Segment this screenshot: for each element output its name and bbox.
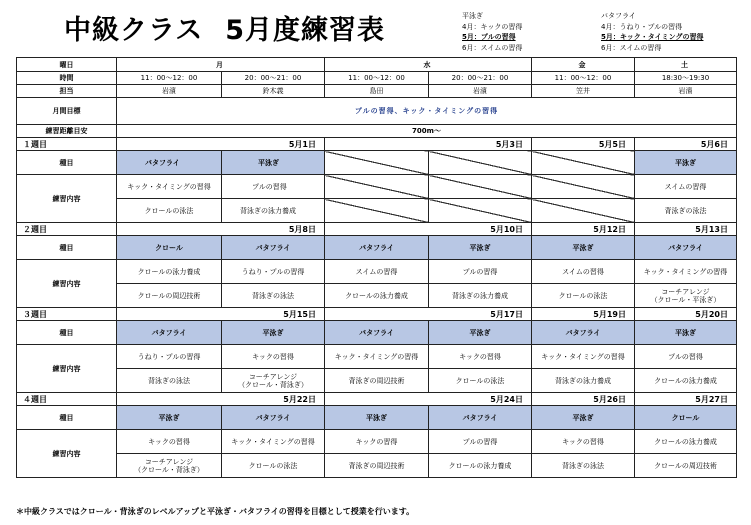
- stroke-cell-empty: [325, 151, 429, 175]
- stroke-cell: バタフライ: [532, 321, 635, 345]
- content-cell: キック・タイミングの習得: [635, 260, 737, 284]
- content-cell: スイムの習得: [635, 175, 737, 199]
- staff-name: 岩濱: [429, 85, 532, 98]
- content-cell: 背泳ぎの泳法: [117, 369, 222, 393]
- content-cell-empty: [429, 175, 532, 199]
- week-date: 5月5日: [532, 138, 635, 151]
- content-cell: クロールの泳法: [532, 284, 635, 308]
- stroke-cell: 平泳ぎ: [532, 406, 635, 430]
- content-cell: 背泳ぎの周辺技術: [325, 369, 429, 393]
- content-cell: クロールの泳力養成: [117, 260, 222, 284]
- practice-schedule-table: [16, 57, 737, 478]
- content-cell: クロールの泳力養成: [635, 430, 737, 454]
- content-cell: キック・タイミングの習得: [117, 175, 222, 199]
- content-label: 練習内容: [17, 430, 117, 478]
- note-line: 6月：スイムの習得: [462, 43, 523, 52]
- stroke-cell: 平泳ぎ: [429, 236, 532, 260]
- stroke-cell: バタフライ: [117, 151, 222, 175]
- time-slot: 11：00～12：00: [117, 72, 222, 85]
- content-cell: 背泳ぎの泳力養成: [429, 284, 532, 308]
- time-label: 時間: [17, 72, 117, 85]
- stroke-cell: 平泳ぎ: [222, 321, 325, 345]
- week-date: 5月3日: [325, 138, 532, 151]
- time-slot: 20：00～21：00: [429, 72, 532, 85]
- time-slot: 11：00～12：00: [532, 72, 635, 85]
- stroke-cell: 平泳ぎ: [117, 406, 222, 430]
- stroke-cell: バタフライ: [117, 321, 222, 345]
- content-cell-empty: [429, 199, 532, 223]
- event-label: 種目: [17, 406, 117, 430]
- week-label: ４週目: [17, 393, 117, 406]
- content-cell: キックの習得: [325, 430, 429, 454]
- stroke-cell: バタフライ: [325, 321, 429, 345]
- week-date: 5月22日: [117, 393, 325, 406]
- event-label: 種目: [17, 151, 117, 175]
- content-cell: キック・タイミングの習得: [325, 345, 429, 369]
- distance-label: 練習距離目安: [17, 125, 117, 138]
- content-cell: うねり・プルの習得: [117, 345, 222, 369]
- week-label: ２週目: [17, 223, 117, 236]
- staff-label: 担当: [17, 85, 117, 98]
- title-class-name: 中級クラス: [64, 15, 204, 46]
- content-label: 練習内容: [17, 345, 117, 393]
- week-date: 5月20日: [635, 308, 737, 321]
- day-saturday: 土: [635, 58, 737, 72]
- week-date: 5月15日: [117, 308, 325, 321]
- content-cell: プルの習得: [635, 345, 737, 369]
- stroke-cell: バタフライ: [429, 406, 532, 430]
- content-cell: 背泳ぎの泳法: [635, 199, 737, 223]
- staff-name: 鈴木義: [222, 85, 325, 98]
- content-cell: クロールの泳法: [117, 199, 222, 223]
- content-cell: キック・タイミングの習得: [532, 345, 635, 369]
- monthly-goal: プルの習得、キック・タイミングの習得: [117, 98, 737, 125]
- note-line: 4月：うねり・プルの習得: [601, 22, 683, 31]
- content-cell-empty: [325, 175, 429, 199]
- note-line: 平泳ぎ: [462, 12, 483, 20]
- stroke-cell: 平泳ぎ: [532, 236, 635, 260]
- stroke-cell: 平泳ぎ: [222, 151, 325, 175]
- content-cell: コーチアレンジ （クロール・平泳ぎ）: [635, 284, 737, 308]
- content-cell: コーチアレンジ （クロール・背泳ぎ）: [117, 454, 222, 478]
- time-slot: 20：00～21：00: [222, 72, 325, 85]
- content-cell: スイムの習得: [532, 260, 635, 284]
- content-cell: クロールの泳力養成: [325, 284, 429, 308]
- content-cell: クロールの泳法: [429, 369, 532, 393]
- week-label: １週目: [17, 138, 117, 151]
- week-date: 5月6日: [635, 138, 737, 151]
- staff-name: 岩濱: [117, 85, 222, 98]
- content-cell: キック・タイミングの習得: [222, 430, 325, 454]
- content-cell: コーチアレンジ （クロール・背泳ぎ）: [222, 369, 325, 393]
- distance-target: 700m～: [117, 125, 737, 138]
- page-title: [64, 8, 385, 47]
- stroke-cell: クロール: [117, 236, 222, 260]
- week-date: 5月8日: [117, 223, 325, 236]
- week-date: 5月12日: [532, 223, 635, 236]
- content-cell: キックの習得: [222, 345, 325, 369]
- note-line: バタフライ: [601, 12, 636, 20]
- note-line: 4月：キックの習得: [462, 22, 523, 31]
- note-line-current: 5月：キック・タイミングの習得: [601, 33, 704, 41]
- title-sheet-name: 5月度練習表: [225, 15, 385, 46]
- content-cell: うねり・プルの習得: [222, 260, 325, 284]
- week-date: 5月24日: [325, 393, 532, 406]
- content-label: 練習内容: [17, 175, 117, 223]
- content-cell: クロールの周辺技術: [117, 284, 222, 308]
- content-cell: スイムの習得: [325, 260, 429, 284]
- day-monday: 月: [117, 58, 325, 72]
- staff-name: 笠井: [532, 85, 635, 98]
- stroke-cell: 平泳ぎ: [635, 321, 737, 345]
- content-cell: キックの習得: [429, 345, 532, 369]
- monthly-goal-label: 月間目標: [17, 98, 117, 125]
- week-label: ３週目: [17, 308, 117, 321]
- content-label: 練習内容: [17, 260, 117, 308]
- content-cell: クロールの泳法: [222, 454, 325, 478]
- content-cell: 背泳ぎの泳法: [222, 284, 325, 308]
- time-slot: 18:30～19:30: [635, 72, 737, 85]
- time-slot: 11：00～12：00: [325, 72, 429, 85]
- week-date: 5月17日: [325, 308, 532, 321]
- content-cell: プルの習得: [222, 175, 325, 199]
- footnote: ＊中級クラスではクロール・背泳ぎのレベルアップと平泳ぎ・バタフライの習得を目標として授業を行います。: [16, 507, 415, 516]
- stroke-cell: バタフライ: [635, 236, 737, 260]
- stroke-cell: バタフライ: [222, 236, 325, 260]
- stroke-cell-empty: [532, 151, 635, 175]
- content-cell: 背泳ぎの泳力養成: [532, 369, 635, 393]
- content-cell: クロールの泳力養成: [635, 369, 737, 393]
- week-date: 5月1日: [117, 138, 325, 151]
- week-date: 5月10日: [325, 223, 532, 236]
- event-label: 種目: [17, 321, 117, 345]
- note-line: 6月：スイムの習得: [601, 43, 662, 52]
- stroke-cell: バタフライ: [325, 236, 429, 260]
- content-cell: 背泳ぎの泳力養成: [222, 199, 325, 223]
- staff-name: 島田: [325, 85, 429, 98]
- content-cell: クロールの泳力養成: [429, 454, 532, 478]
- breaststroke-monthly-notes: [462, 11, 522, 53]
- stroke-cell: 平泳ぎ: [325, 406, 429, 430]
- stroke-cell: バタフライ: [222, 406, 325, 430]
- content-cell: 背泳ぎの周辺技術: [325, 454, 429, 478]
- week-date: 5月26日: [532, 393, 635, 406]
- content-cell: キックの習得: [532, 430, 635, 454]
- content-cell: キックの習得: [117, 430, 222, 454]
- event-label: 種目: [17, 236, 117, 260]
- day-friday: 金: [532, 58, 635, 72]
- stroke-cell: 平泳ぎ: [635, 151, 737, 175]
- week-date: 5月27日: [635, 393, 737, 406]
- week-date: 5月19日: [532, 308, 635, 321]
- butterfly-monthly-notes: [601, 11, 703, 53]
- note-line-current: 5月：プルの習得: [462, 33, 516, 41]
- content-cell: 背泳ぎの泳法: [532, 454, 635, 478]
- content-cell-empty: [532, 199, 635, 223]
- content-cell-empty: [532, 175, 635, 199]
- content-cell: プルの習得: [429, 260, 532, 284]
- stroke-cell-empty: [429, 151, 532, 175]
- day-wednesday: 水: [325, 58, 532, 72]
- content-cell: プルの習得: [429, 430, 532, 454]
- staff-name: 岩濱: [635, 85, 737, 98]
- day-label: 曜日: [17, 58, 117, 72]
- week-date: 5月13日: [635, 223, 737, 236]
- stroke-cell: 平泳ぎ: [429, 321, 532, 345]
- stroke-cell: クロール: [635, 406, 737, 430]
- content-cell-empty: [325, 199, 429, 223]
- content-cell: クロールの周辺技術: [635, 454, 737, 478]
